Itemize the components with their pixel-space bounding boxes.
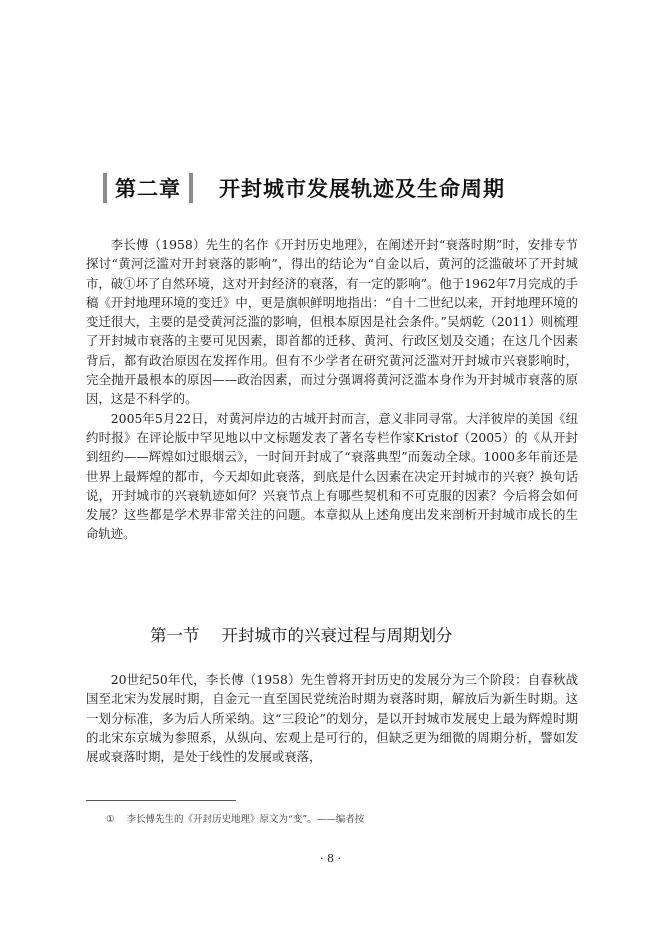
chapter-title: 开封城市发展轨迹及生命周期: [219, 177, 505, 201]
body-paragraph: 李长傅（1958）先生的名作《开封历史地理》，在阐述开封“衰落时期”时，安排专节探讨“黄河泛滥对开封衰落的影响”，得出的结论为“自金以后，黄河的泛滥破坏了开封城市，破①坏了自然环境，这对开封经济的衰落，有一定的影响”。他于1962年7月完成的手稿《开封地理环境的变迁》中，更是旗帜鲜明地指出：“自十二世纪以来，开封地理环境的变迁很大，主要的是受黄河泛滥的影响，但根本原因是社会条件。”吴炳乾（2011）则梳理了开封城市衰落的主要可见因素，即首都的迁移、黄河、行政区划及交通；在这几个因素背后，都有政治原因在发挥作用。但有不少学者在研究黄河泛滥对开封城市兴衰影响时，完全抛开最根本的原因——政治因素，而过分强调将黄河泛滥本身作为开封城市衰落的原因，这是不科学的。: [86, 237, 578, 407]
intro-text: [86, 235, 578, 544]
section-heading: [150, 622, 530, 646]
chapter-bar-right: [189, 173, 193, 203]
footnote-text: 李长傅先生的《开封历史地理》原文为“变”。——编者按: [126, 814, 365, 825]
chapter-label: 第二章: [115, 177, 181, 201]
chapter-bar-left: [103, 173, 107, 203]
section-title: 开封城市的兴衰过程与周期划分: [221, 626, 453, 645]
footnote: [106, 811, 364, 825]
footnote-marker: ①: [106, 814, 115, 825]
body-paragraph: 2005年5月22日，对黄河岸边的古城开封而言，意义非同寻常。大洋彼岸的美国《纽约时报》在评论版中罕见地以中文标题发表了著名专栏作家Kristof（2005）的《从开封到纽约——辉煌如过眼烟云》，一时间开封成了“衰落典型”而轰动全球。1000多年前还是世界上最辉煌的都市，今天却如此衰落，到底是什么因素在决定开封城市的兴衰？换句话说，开封城市的兴衰轨迹如何？兴衰节点上有哪些契机和不可克服的因素？今后将会如何发展？这些都是学术界非常关注的问题。本章拟从上述角度出发来剖析开封城市成长的生命轨迹。: [86, 410, 578, 542]
chapter-heading: [103, 170, 563, 206]
page-number: · 8 ·: [320, 852, 341, 865]
footnote-rule: [86, 800, 236, 801]
section-number: 第一节: [150, 626, 200, 645]
body-paragraph: 20世纪50年代，李长傅（1958）先生曾将开封历史的发展分为三个阶段：自春秋战国至北宋为发展时期，自金元一直至国民党统治时期为衰落时期，解放后为新生时期。这一划分标准，多为后人所采纳。这“三段论”的划分，是以开封城市发展史上最为辉煌时期的北宋东京城为参照系，从纵向、宏观上是可行的，但缺乏更为细微的周期分析，譬如发展或衰落时期，是处于线性的发展或衰落，: [86, 672, 578, 765]
section-text: [86, 670, 578, 766]
